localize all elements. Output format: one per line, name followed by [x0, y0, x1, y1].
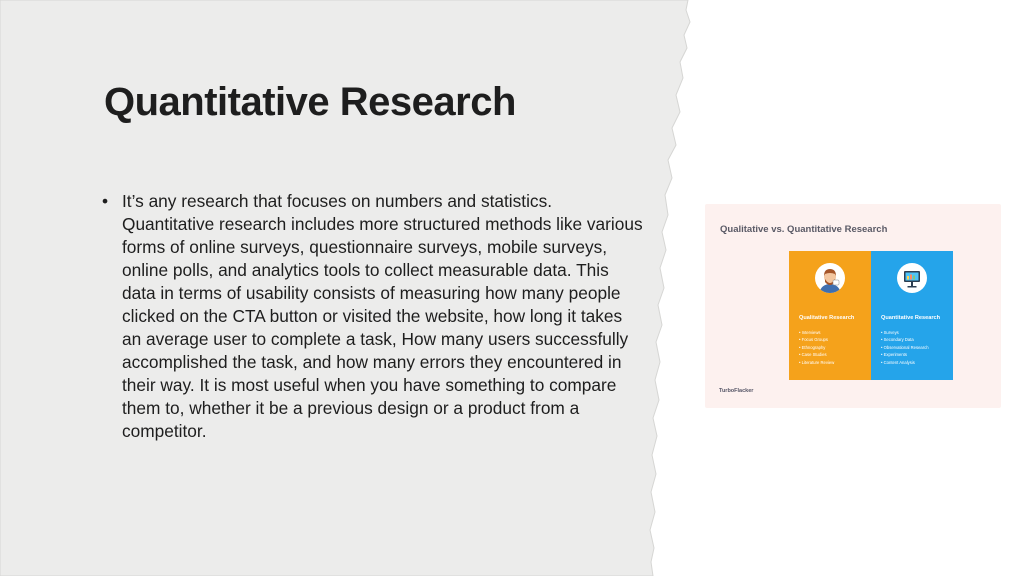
qualitative-list: [799, 329, 834, 366]
list-item: • Surveys: [881, 330, 899, 335]
quantitative-column: [871, 251, 953, 380]
quantitative-heading: Quantitative Research: [881, 315, 941, 321]
bullet-item: [100, 190, 645, 443]
slide-title: Quantitative Research: [104, 80, 516, 124]
infographic-title: Qualitative vs. Quantitative Research: [720, 224, 888, 235]
bullet-text: It’s any research that focuses on numbers and statistics. Quantitative research includes more structured methods like various forms of online surveys, questionnaire surveys, mobile surveys, online polls, and analytics tools to collect measurable data. This data in terms of usability consists of measuring how many people clicked on the CTA button or visited the website, how long it takes an average user to complete a task, How many users successfully accomplished the task, and how many errors they encountered in their way. It is most useful when you have something to compare them to, whether it be a previous design or a product from a competitor.: [122, 191, 643, 441]
list-item: • Focus Groups: [799, 337, 828, 343]
qualitative-heading: Qualitative Research: [799, 315, 855, 321]
list-item: • Interviews: [799, 330, 821, 335]
bullet-marker: •: [102, 191, 109, 211]
brand-logo: TurboFlacker: [719, 388, 754, 394]
presentation-screen-icon: [897, 263, 927, 293]
list-item: • Content Analysis: [881, 359, 915, 365]
quantitative-list: [881, 329, 929, 366]
qualitative-column: [789, 251, 871, 380]
list-item: • Experiments: [881, 352, 907, 358]
comparison-infographic: [705, 204, 1001, 408]
list-item: • Ethnography: [799, 344, 826, 350]
bullet-list: [100, 190, 645, 443]
list-item: • Observational Research: [881, 344, 929, 350]
researcher-avatar-icon: [815, 263, 845, 293]
list-item: • Literature Review: [799, 359, 835, 365]
list-item: • Case Studies: [799, 352, 827, 358]
list-item: • Secondary Data: [881, 337, 914, 343]
